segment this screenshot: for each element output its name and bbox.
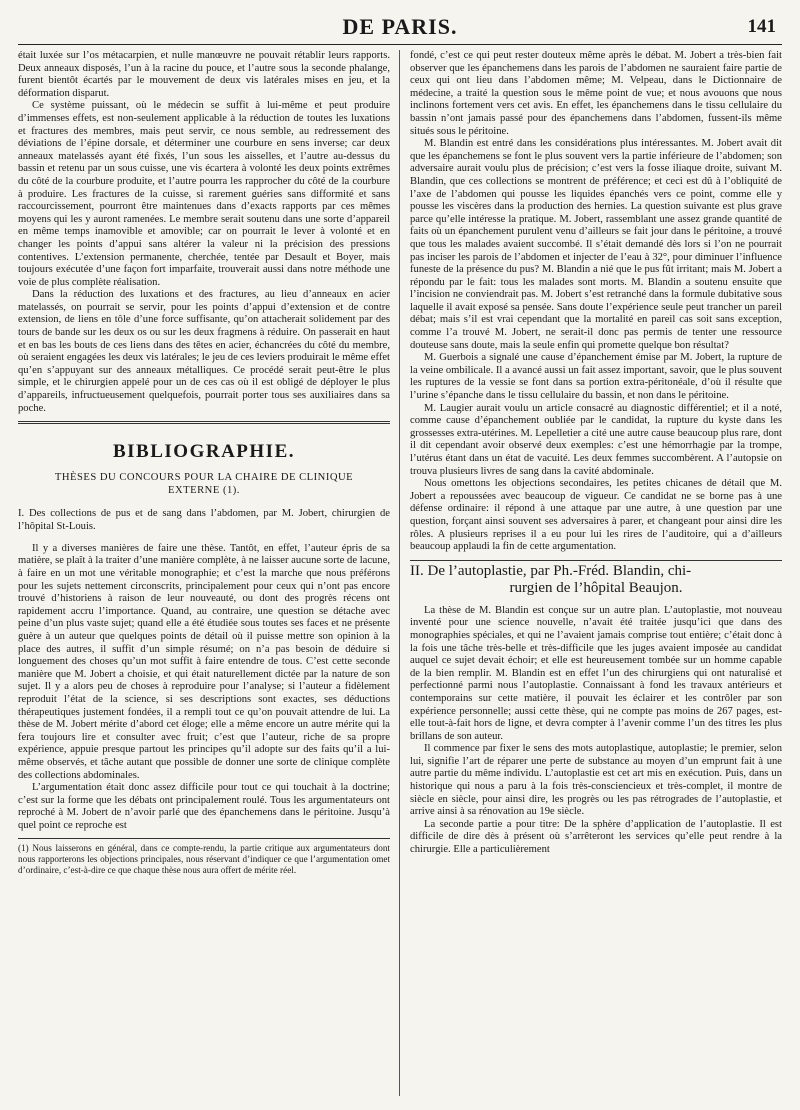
paragraph: M. Guerbois a signalé une cause d’épanchement émise par M. Jobert, la rupture de la veine ombilicale. Il a avancé aussi un fait assez important, savoir, que le plus souvent les ruptures de la vessie se font dans sa portion extra-péritonéale, d’où il résulte que l’urine s’épanche dans le tissu cellulaire du bassin, et non dans le péritoine. [410,352,783,402]
thesis-heading [410,563,782,597]
left-column [18,50,390,876]
thesis-heading: I. Des collections de pus et de sang dans l’abdomen, par M. Jobert, chirurgien de l’hôpital St-Louis. [18,507,390,532]
footnote-rule [18,838,390,839]
paragraph: fondé, c’est ce qui peut rester douteux même après le débat. M. Jobert a très-bien fait observer que les épanchemens dans les parois de l’abdomen ne sauraient faire partie de ceux qui ont lieu dans l’abdomen même; M. Velpeau, dans le Dictionnaire de médecine, a traité la question sous le même point de vue; et nous avouons que nous inclinons fortement vers cet avis. En effet, les épanchemens dans le tissu cellulaire du bassin n’ont jamais passé pour des épanchemens dans l’abdomen, fussent-ils même situés sous le péritoine. [410,50,782,137]
section-rule [18,421,390,424]
thesis-heading-line: II. De l’autoplastie, par Ph.-Fréd. Blandin, chi- [410,562,692,579]
section-subheading: THÈSES DU CONCOURS POUR LA CHAIRE DE CLINIQUE EXTERNE (1). [54,471,354,496]
paragraph: Il commence par fixer le sens des mots autoplastique, autoplastie; le premier, selon lui, signifie l’art de réparer une perte de substance au moyen d’un emprunt fait à une autre partie du même individu. L’autoplastie est cet art mis en exécution. Puis, dans un historique qui nous a paru à la fois très-consciencieux et très-complet, il montre de siècle en siècle, pour ainsi dire, les progrès ou les pas rétrogrades de l’autoplastie, et arrive ainsi à sa rénovation au 19e siècle. [410,743,782,818]
paragraph: M. Laugier aurait voulu un article consacré au diagnostic différentiel; et il a noté, comme cause d’épanchement oubliée par le candidat, la rupture du kyste dans les grossesses extra-utérines. M. Lepelletier a cité une autre cause beaucoup plus rare, dont il dit cependant avoir observé deux exemples: c’est une hémorrhagie par la trompe, l’utérus étant dans un état de vacuité. Les deux femmes succombèrent. A l’autopsie on trouva plusieurs livres de sang dans la cavité abdominale. [410,402,782,477]
section-title: BIBLIOGRAPHIE. [112,441,295,463]
page-header [18,14,782,45]
paragraph: Il y a diverses manières de faire une thèse. Tantôt, en effet, l’auteur épris de sa matière, se plaît à la traiter d’une manière complète, à ne laisser aucune sorte de lacune, à faire en un mot une véritable monographie; et c’est la marche que nous préférons pour les sujets nettement circonscrits, principalement pour ceux qui n’ont pas encore trouvé d’historiens à raison de leur nouveauté, ou dont des progrès récens ont rapidement accru l’importance. Quand, au contraire, une question se détache avec peine d’un plus vaste sujet; quand elle a été étudiée sous toutes ses faces et ne présente guère à un auteur que quelques points de détail où il puisse mettre son opinion à la place des autres, il suffit d’un simple résumé; on n’a pas besoin de déduire si longuement des choses qu’un mot suffit à faire entendre de tous. C’est cette seconde manière que M. Jobert a choisie, et qui était naturellement dictée par la nature de son sujet. Il y a alors peu de choses à reproduire pour l’analyse; si l’auteur a fidèlement reproduit l’état de la science, si ses descriptions sont exactes, ses déductions thérapeutiques justement fondées, il a rempli tout ce qu’on pouvait attendre de lui. La thèse de M. Jobert mérite d’abord cet éloge; elle a même encore un autre mérite qui la fera toujours lire et consulter avec fruit; c’est que l’auteur, riche de sa propre expérience, appuie presque partout les principes qu’il adopte sur des faits qu’il a lui-même observés, et tâche autant que possible de donner une sorte de clinique complète des collections abdominales. [18,542,390,781]
paragraph: Ce système puissant, où le médecin se suffit à lui-même et peut produire d’immenses effets, est non-seulement applicable à la réduction de toutes les luxations et fractures des membres, mais peut servir, ce nous semble, au redressement des déviations de l’épine dorsale, et déterminer une courbure en sens inverse; car deux anneaux matelassés ayant été fixés, l’un sous les aisselles, et l’autre au-dessus du bassin et retenu par un sous cuisse, une vis écartera à volonté les deux points extrêmes du côté de la courbure produite, et l’autre pourra les rapprocher du côté de la courbure à produire. Les fractures de la cuisse, si rarement guéries sans difformité et sans raccourcissement, pourront être maintenues dans d’exacts rapports par ces mêmes moyens qui les y auront ramenées. Le membre serait soutenu dans une sorte d’appareil en même temps inamovible et amovible; car on pourrait le lever à volonté et en changer les points d’appui sans altérer la valeur ni la précision des pressions contentives. L’extension permanente, cherchée, tentée par Desault et Boyer, mais toujours exécutée d’une façon fort imparfaite, trouverait aussi dans notre méthode une voie de plus complète réalisation. [18,100,390,288]
paragraph: Nous omettons les objections secondaires, les petites chicanes de détail que M. Jobert a repoussées avec beaucoup de vigueur. Ce candidat ne se borne pas à une défense ordinaire: il répond à une attaque par une autre, à une question par une question, forçant ainsi souvent ses adversaires à parer, et changeant pour ainsi dire les rôles. A plusieurs reprises il a eu pour lui les rires de l’auditoire, qui a d’ailleurs beaucoup applaudi la fin de cette argumentation. [410,478,782,553]
paragraph: Dans la réduction des luxations et des fractures, au lieu d’anneaux en acier matelassés, on pourrait se servir, pour les points d’appui d’extension et de contre extension, de liens en tôle d’une force suffisante, qu’on attacherait solidement par des tours de bande sur les deux os ou sur les deux fragmens à réduire. On passerait en haut et en bas les bouts de ces liens dans des têtes en acier, échancrées du côté du membre, où seraient engagées les deux vis latérales; le jeu de ces leviers produirait le même effet qu’en s’appuyant sur des anneaux métalliques. Ce procédé serait peut-être le plus simple, et le chirurgien appelé pour un de ces cas où il est obligé de déployer le plus d’appareils, infructueusement quelquefois, pourrait porter tous ses auxiliaires dans sa poche. [18,289,390,414]
right-column [410,50,782,857]
newspaper-title: DE PARIS. [342,14,458,39]
thesis-heading-line: rurgien de l’hôpital Beaujon. [509,579,683,596]
paragraph: L’argumentation était donc assez difficile pour tout ce qui touchait à la doctrine; c’est sur la forme que les débats ont principalement roulé. Tous les argumentateurs ont reproché à M. Jobert de n’avoir parlé que des épanchemens dans le péritoine. Jusqu’à quel point ce reproche est [18,782,390,831]
section-rule [410,560,782,561]
footnote: (1) Nous laisserons en général, dans ce compte-rendu, la partie critique aux argumentateurs dont nous rapporterons les objections principales, nous réservant d’indiquer ce que l’argumentation omet d’ordinaire, c’est-à-dire ce que chaque thèse nous aura offert de mérite réel. [18,843,390,876]
page-number: 141 [747,16,776,37]
paragraph: était luxée sur l’os métacarpien, et nulle manœuvre ne pouvait rétablir leurs rapports. Deux anneaux disposés, l’un à la racine du pouce, et l’autre sous la seconde phalange, furent bientôt écartés par le mouvement de deux vis latérales mises en jeu, et la déformation disparut. [18,50,390,99]
column-divider [399,50,400,1096]
paragraph: M. Blandin est entré dans les considérations plus intéressantes. M. Jobert avait dit que les épanchemens se font le plus souvent vers la partie inférieure de l’abdomen; son adversaire aurait voulu plus de précision; c’est vers la fosse iliaque droite, suivant M. Blandin, que ces collections se montrent de préférence; et ceci est dû à l’obliquité de l’axe de l’abdomen qui pousse les liquides épanchés vers ce point, comme elle y pousse les viscères dans la production des hernies. La question suivante est plus grave parce qu’elle intéresse la pratique. M. Jobert, rassemblant une assez grande quantité de faits où un épanchement purulent venu d’ailleurs se fait jour dans le péritoine, a trouvé que tous les malades avaient succombé. Il s’était demandé dès lors si l’on ne pourrait pas inciser les parois de l’abdomen et injecter de l’eau à 32°, pour diminuer l’influence funeste de la présence du pus? M. Blandin a nié que le pus fût irritant; mais M. Jobert a répondu par le fait: tous les malades sont morts. M. Blandin a soutenu ensuite que l’incision ne conviendrait pas. M. Jobert s’est retranché dans la formule dubitative sous laquelle il avait exposé sa pensée. Sans doute l’expérience seule peut trancher un pareil débat; mais s’il est vrai cependant que la mortalité en pareil cas soit sans exception, comme l’a trouvé M. Jobert, ne serait-il donc pas permis de tenter une ressource douteuse sans doute, mais la seule enfin qui promette quelque bon résultat? [410,138,782,351]
paragraph: La thèse de M. Blandin est conçue sur un autre plan. L’autoplastie, mot nouveau inventé pour une science nouvelle, n’avait été traitée jusqu’ici que dans des monographies spéciales, et qui ne l’avaient jamais comprise tout entière; c’était donc à la fois une tâche très-belle et très-difficile que les juges avaient imposée au candidat auquel ce sujet devait échoir; et elle est heureusement tombée sur un homme capable de la bien remplir. M. Blandin est en effet l’un des chirurgiens qui ont naturalisé et perfectionné parmi nous l’autoplastie. Connaissant à fond les travaux antérieurs et contemporains sur cette matière, il pouvait les éclairer et les contrôler par son expérience personnelle; aussi cette thèse, qui ne compte pas moins de 267 pages, est-elle tout-à-fait hors de ligne, et devra compter à l’avenir comme l’un des titres les plus brillans de son auteur. [410,604,782,742]
paragraph: La seconde partie a pour titre: De la sphère d’application de l’autoplastie. Il est difficile de dire dès à présent où s’arrêteront les services qu’elle peut rendre à la chirurgie. Elle a particulièrement [410,818,782,856]
